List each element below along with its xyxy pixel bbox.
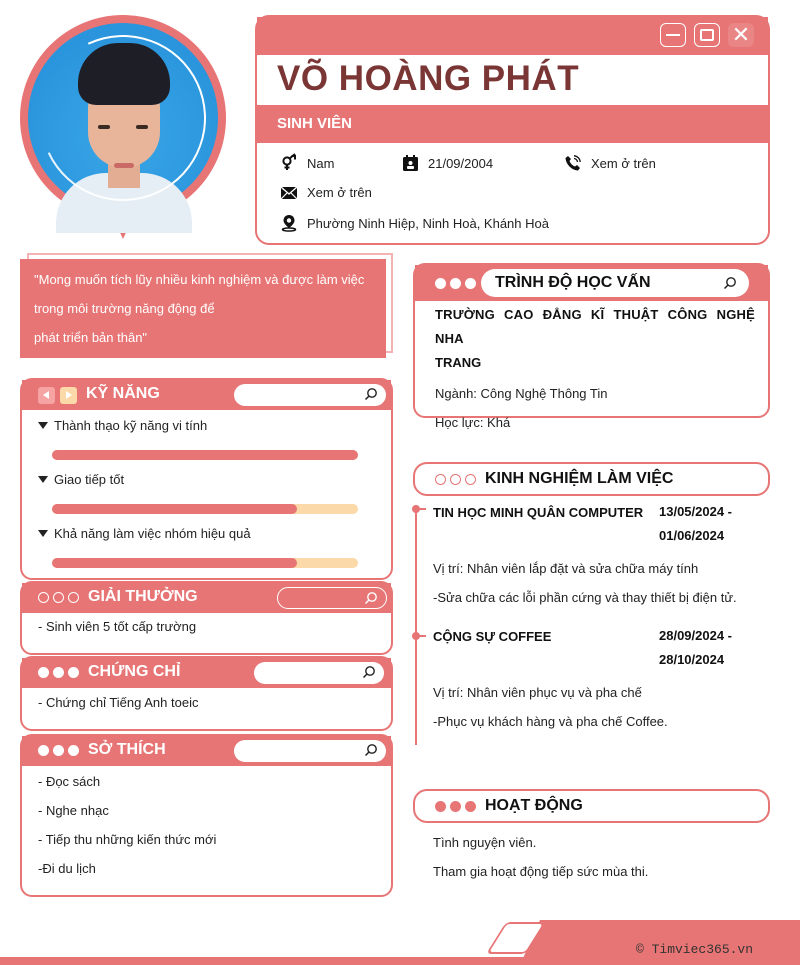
job-title-bar [257,105,768,143]
skill-progress-bar [52,558,358,568]
timeline-tick [416,508,426,510]
skills-section [20,378,393,580]
job-title: SINH VIÊN [277,115,353,132]
education-title: TRÌNH ĐỘ HỌC VẤN [495,274,651,291]
profile-header-card [255,15,770,245]
company-name: CỘNG SỰ COFFEE [433,629,552,644]
date-start: 13/05/2024 - [659,504,733,519]
education-grade: Học lực: Khá [435,415,511,430]
email-value: Xem ở trên [307,185,372,200]
phone-icon [565,155,581,171]
hobbies-search-input[interactable] [234,740,386,762]
school-name-line: TRƯỜNG CAO ĐẲNG KĨ THUẬT CÔNG NGHỆ NHA [435,307,755,346]
skill-progress-fill [52,558,297,568]
birthday-value: 21/09/2004 [428,155,494,171]
job-description: -Sửa chữa các lỗi phần cứng và thay thiết bị điện tử. [433,590,737,605]
skill-label: Khả năng làm việc nhóm hiệu quả [54,526,251,541]
skill-item [38,526,363,541]
certificates-search-input[interactable] [254,662,384,684]
search-icon [364,743,378,757]
skill-progress-fill [52,504,297,514]
search-icon [364,387,378,401]
education-title-pill[interactable] [481,269,749,297]
awards-list [38,619,196,634]
activity-item: Tình nguyện viên. [433,835,537,850]
skill-progress-fill [52,450,358,460]
certificates-section [20,656,393,731]
gender-value: Nam [307,155,335,171]
education-header [415,265,768,301]
dots-icon [38,667,79,678]
objective-line: trong môi trường năng động để [34,301,215,316]
phone-row [565,155,656,171]
school-name-line: TRANG [435,355,482,370]
experience-header [413,462,770,496]
calendar-icon [403,155,418,171]
gender-row [281,155,334,171]
address-row [281,215,549,231]
education-major: Ngành: Công Nghệ Thông Tin [435,386,608,401]
hobby-item: - Đọc sách [38,774,101,789]
hobbies-list [38,767,216,883]
skills-header [22,380,391,410]
job-position: Vị trí: Nhân viên phục vụ và pha chế [433,685,642,700]
dots-icon [435,801,476,812]
certificate-item: - Chứng chỉ Tiếng Anh toeic [38,695,199,710]
location-pin-icon [281,215,297,231]
caret-down-icon [38,530,48,537]
skill-item [38,418,363,433]
hobby-item: - Nghe nhạc [38,803,109,818]
hobbies-section [20,734,393,897]
skill-item [38,472,363,487]
awards-header [22,583,391,613]
skills-title: KỸ NĂNG [86,385,160,402]
education-body [435,303,755,437]
arrow-left-icon[interactable] [38,387,55,404]
caret-down-icon [38,422,48,429]
activities-header [413,789,770,823]
skills-search-input[interactable] [234,384,386,406]
awards-search-input[interactable] [277,587,387,609]
hobby-item: -Đi du lịch [38,861,96,876]
activity-item: Tham gia hoạt động tiếp sức mùa thi. [433,864,649,879]
certificates-title: CHỨNG CHỈ [88,663,181,680]
company-name: TIN HỌC MINH QUÂN COMPUTER [433,505,644,520]
hobbies-header [22,736,391,766]
activities-title: HOẠT ĐỘNG [485,797,583,814]
objective-line: "Mong muốn tích lũy nhiều kinh nghiệm và được làm việc [34,272,365,287]
skill-label: Thành thạo kỹ năng vi tính [54,418,208,433]
search-icon [723,276,737,290]
search-icon [364,591,378,605]
education-section [413,263,770,430]
date-end: 01/06/2024 [659,528,725,543]
caret-down-icon [38,476,48,483]
birthday-row [403,155,493,171]
search-icon [362,665,376,679]
photo-frame-arc [17,12,230,225]
avatar [20,15,226,241]
window-title-bar [257,17,768,55]
skill-label: Giao tiếp tốt [54,472,125,487]
address-value: Phường Ninh Hiệp, Ninh Hoà, Khánh Hoà [307,215,549,231]
phone-value: Xem ở trên [591,155,656,171]
award-item: - Sinh viên 5 tốt cấp trường [38,619,197,634]
maximize-icon[interactable] [694,23,720,47]
awards-section [20,581,393,655]
certificates-list [38,695,198,710]
job-description: -Phục vụ khách hàng và pha chế Coffee. [433,714,668,729]
profile-photo [28,23,218,213]
dots-icon [435,278,476,289]
objective-line: phát triển bản thân" [34,330,148,345]
close-icon[interactable]: ✕ [728,23,754,47]
date-start: 28/09/2024 - [659,628,733,643]
arrow-right-icon[interactable] [60,387,77,404]
minimize-icon[interactable] [660,23,686,47]
dots-icon [38,745,79,756]
timeline-tick [416,635,426,637]
experience-timeline [415,505,417,745]
candidate-name: VÕ HOÀNG PHÁT [277,59,580,98]
career-objective [20,259,386,358]
job-position: Vị trí: Nhân viên lắp đặt và sửa chữa máy tính [433,561,699,576]
dots-icon [435,474,476,485]
gender-icon [281,155,297,171]
awards-title: GIẢI THƯỞNG [88,588,198,605]
certificates-header [22,658,391,688]
date-end: 28/10/2024 [659,652,725,667]
footer-copyright: © Timviec365.vn [636,942,754,957]
envelope-icon [281,187,297,199]
email-row [281,185,372,200]
experience-title: KINH NGHIỆM LÀM VIỆC [485,470,674,487]
hobby-item: - Tiếp thu những kiến thức mới [38,832,217,847]
skill-progress-bar [52,450,358,460]
skill-progress-bar [52,504,358,514]
dots-icon [38,592,79,603]
hobbies-title: SỞ THÍCH [88,741,166,758]
